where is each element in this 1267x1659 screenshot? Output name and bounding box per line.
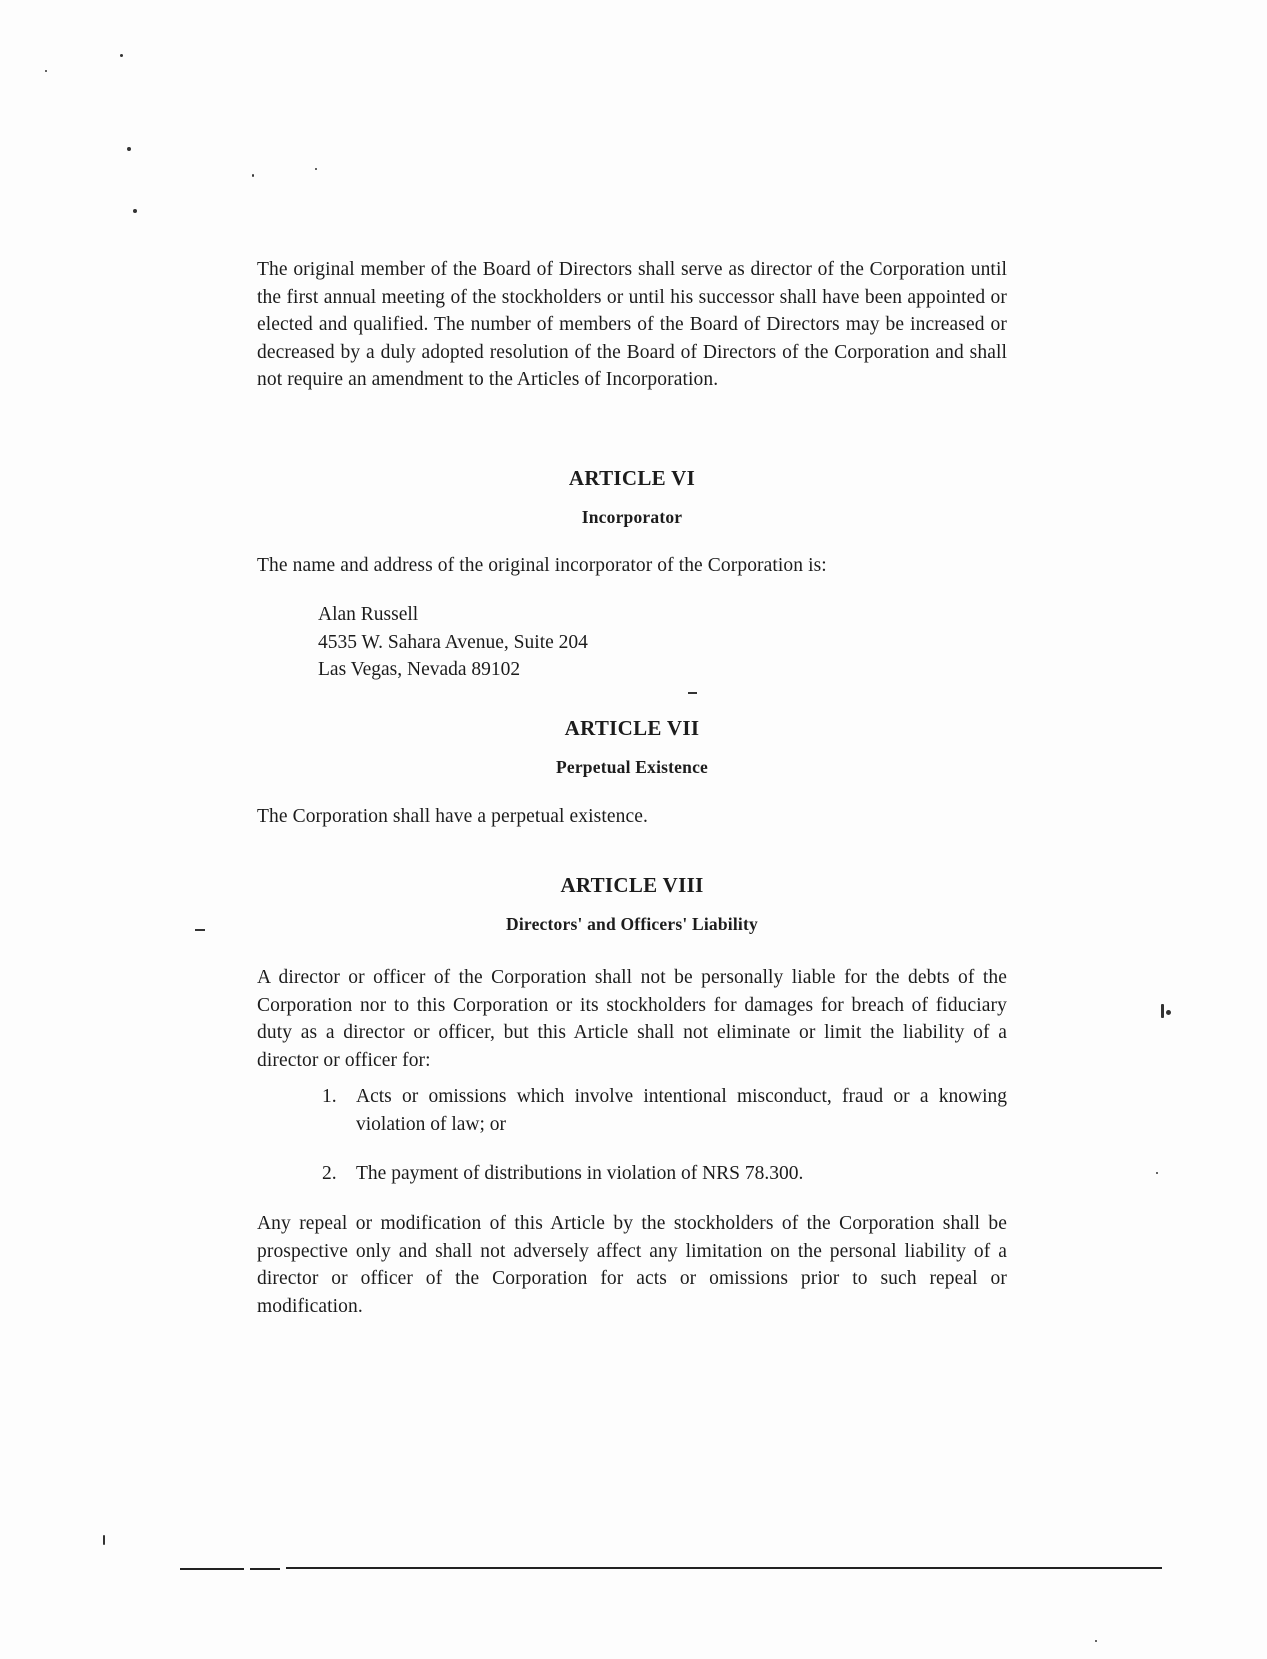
article-viii-subheading: Directors' and Officers' Liability — [506, 914, 758, 934]
scan-speck — [1166, 1010, 1171, 1015]
scan-speck — [1156, 1172, 1158, 1174]
article-vi-heading: ARTICLE VI — [568, 466, 696, 490]
list-item-number: 2. — [322, 1163, 337, 1184]
scan-speck — [120, 54, 123, 57]
scan-speck — [45, 70, 47, 72]
list-item — [322, 1160, 1007, 1188]
article-vii-text: The Corporation shall have a perpetual existence. — [257, 806, 648, 827]
list-item-text: The payment of distributions in violation of NRS 78.300. — [356, 1163, 804, 1184]
article-viii-heading: ARTICLE VIII — [560, 873, 704, 897]
article-viii-intro: A director or officer of the Corporation shall not be personally liable for the debts of the Corporation nor to this Corporation or its stockholders for damages for breach of fiduciary duty as a director or officer, but this Article shall not eliminate or limit the liability of a director or officer for: — [257, 967, 1007, 1071]
scan-speck — [103, 1535, 105, 1545]
article-vii-subheading: Perpetual Existence — [555, 757, 709, 777]
scan-speck — [315, 168, 317, 170]
scan-speck — [252, 174, 254, 177]
list-item — [322, 1083, 1007, 1138]
scan-speck — [133, 209, 137, 213]
list-item-text: Acts or omissions which involve intentional misconduct, fraud or a knowing violation of law; or — [356, 1086, 1007, 1135]
scan-speck — [195, 929, 205, 931]
incorporator-address — [318, 601, 588, 684]
article-viii-closing: Any repeal or modification of this Article by the stockholders of the Corporation shall be prospective only and shall not adversely affect any limitation on the personal liability of a director or officer of the Corporation for acts or omissions prior to such repeal or modification. — [257, 1213, 1007, 1317]
scan-speck — [127, 147, 131, 151]
board-of-directors-paragraph: The original member of the Board of Directors shall serve as director of the Corporation until the first annual meeting of the stockholders or until his successor shall have been appointed or elected and qualified. The number of members of the Board of Directors may be increased or decreased by a duly adopted resolution of the Board of Directors of the Corporation and shall not require an amendment to the Articles of Incorporation. — [257, 259, 1007, 390]
incorporator-street: 4535 W. Sahara Avenue, Suite 204 — [318, 631, 588, 653]
article-vi-intro: The name and address of the original incorporator of the Corporation is: — [257, 555, 827, 576]
scan-speck — [688, 692, 697, 694]
list-item-number: 1. — [322, 1086, 337, 1107]
incorporator-name: Alan Russell — [318, 604, 419, 625]
footer-rule — [250, 1568, 280, 1570]
incorporator-city-state-zip: Las Vegas, Nevada 89102 — [318, 659, 521, 680]
scan-speck — [1095, 1640, 1097, 1642]
footer-rule — [180, 1568, 244, 1570]
scan-speck — [1161, 1004, 1164, 1018]
footer-rule — [286, 1567, 1162, 1569]
article-vi-subheading: Incorporator — [581, 507, 683, 527]
article-vii-heading: ARTICLE VII — [564, 716, 700, 740]
